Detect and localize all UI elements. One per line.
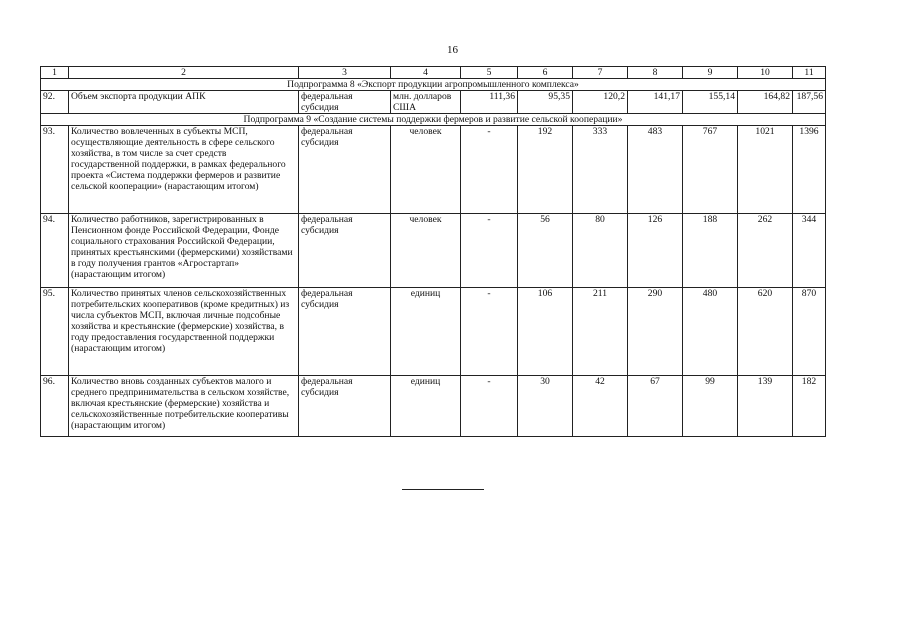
funding-source: федеральная субсидия xyxy=(299,126,391,214)
value-cell: 141,17 xyxy=(628,91,683,114)
value-cell: 483 xyxy=(628,126,683,214)
value-cell: 67 xyxy=(628,376,683,437)
indicators-table xyxy=(40,66,826,437)
value-cell: 56 xyxy=(518,214,573,288)
value-cell: 95,35 xyxy=(518,91,573,114)
value-cell: 1396 xyxy=(793,126,826,214)
value-cell: 620 xyxy=(738,288,793,376)
column-number: 9 xyxy=(683,67,738,79)
value-cell: 333 xyxy=(573,126,628,214)
column-number: 10 xyxy=(738,67,793,79)
column-number: 1 xyxy=(41,67,69,79)
subprogram-9-title: Подпрограмма 9 «Создание системы поддержки фермеров и развитие сельской кооперации» xyxy=(41,114,826,126)
funding-source: федеральная субсидия xyxy=(299,214,391,288)
column-number: 2 xyxy=(69,67,299,79)
value-cell: - xyxy=(461,376,518,437)
unit: единиц xyxy=(391,288,461,376)
table-row xyxy=(41,91,826,114)
row-number: 93. xyxy=(41,126,69,214)
value-cell: 120,2 xyxy=(573,91,628,114)
funding-source: федеральная субсидия xyxy=(299,376,391,437)
unit: млн. долларов США xyxy=(391,91,461,114)
row-number: 94. xyxy=(41,214,69,288)
page-number: 16 xyxy=(447,44,458,56)
indicator-name: Количество вновь созданных субъектов малого и среднего предпринимательства в сельском хозяйстве, включая крестьянские (фермерские) хозяйства и сельскохозяйственные потребительские кооперативы (нарастающим итогом) xyxy=(69,376,299,437)
value-cell: 80 xyxy=(573,214,628,288)
table-row xyxy=(41,126,826,214)
row-number: 92. xyxy=(41,91,69,114)
value-cell: 182 xyxy=(793,376,826,437)
unit: человек xyxy=(391,126,461,214)
value-cell: 164,82 xyxy=(738,91,793,114)
funding-source: федеральная субсидия xyxy=(299,288,391,376)
indicator-name: Количество вовлеченных в субъекты МСП, осуществляющие деятельность в сфере сельского хозяйства, в том числе за счет средств государственной поддержки, в рамках федерального проекта «Система поддержки фермеров и развитие сельской кооперации» (нарастающим итогом) xyxy=(69,126,299,214)
value-cell: 111,36 xyxy=(461,91,518,114)
column-number: 5 xyxy=(461,67,518,79)
value-cell: 188 xyxy=(683,214,738,288)
subprogram-row xyxy=(41,114,826,126)
column-number: 8 xyxy=(628,67,683,79)
unit: человек xyxy=(391,214,461,288)
table-row xyxy=(41,288,826,376)
subprogram-8-title: Подпрограмма 8 «Экспорт продукции агропромышленного комплекса» xyxy=(41,79,826,91)
column-number: 3 xyxy=(299,67,391,79)
table-row xyxy=(41,376,826,437)
value-cell: 155,14 xyxy=(683,91,738,114)
table-row xyxy=(41,214,826,288)
value-cell: 99 xyxy=(683,376,738,437)
value-cell: 767 xyxy=(683,126,738,214)
column-number: 4 xyxy=(391,67,461,79)
value-cell: - xyxy=(461,288,518,376)
footer-divider xyxy=(402,489,484,490)
value-cell: 211 xyxy=(573,288,628,376)
value-cell: 1021 xyxy=(738,126,793,214)
value-cell: 192 xyxy=(518,126,573,214)
indicator-name: Количество принятых членов сельскохозяйственных потребительских кооперативов (кроме кредитных) из числа субъектов МСП, включая личные подсобные хозяйства и крестьянские (фермерские) хозяйства, в году предоставления государственной поддержки (нарастающим итогом) xyxy=(69,288,299,376)
value-cell: 30 xyxy=(518,376,573,437)
indicator-name: Количество работников, зарегистрированных в Пенсионном фонде Российской Федерации, Фонде социального страхования Российской Федерации, принятых крестьянскими (фермерскими) хозяйствами в году получения грантов «Агростартап» (нарастающим итогом) xyxy=(69,214,299,288)
column-number: 7 xyxy=(573,67,628,79)
value-cell: 106 xyxy=(518,288,573,376)
value-cell: 480 xyxy=(683,288,738,376)
value-cell: 262 xyxy=(738,214,793,288)
row-number: 96. xyxy=(41,376,69,437)
value-cell: 870 xyxy=(793,288,826,376)
unit: единиц xyxy=(391,376,461,437)
value-cell: - xyxy=(461,126,518,214)
column-number: 6 xyxy=(518,67,573,79)
value-cell: 126 xyxy=(628,214,683,288)
value-cell: - xyxy=(461,214,518,288)
value-cell: 344 xyxy=(793,214,826,288)
value-cell: 42 xyxy=(573,376,628,437)
row-number: 95. xyxy=(41,288,69,376)
funding-source: федеральная субсидия xyxy=(299,91,391,114)
value-cell: 139 xyxy=(738,376,793,437)
column-number-row xyxy=(41,67,826,79)
value-cell: 290 xyxy=(628,288,683,376)
value-cell: 187,56 xyxy=(793,91,826,114)
subprogram-row xyxy=(41,79,826,91)
indicator-name: Объем экспорта продукции АПК xyxy=(69,91,299,114)
column-number: 11 xyxy=(793,67,826,79)
